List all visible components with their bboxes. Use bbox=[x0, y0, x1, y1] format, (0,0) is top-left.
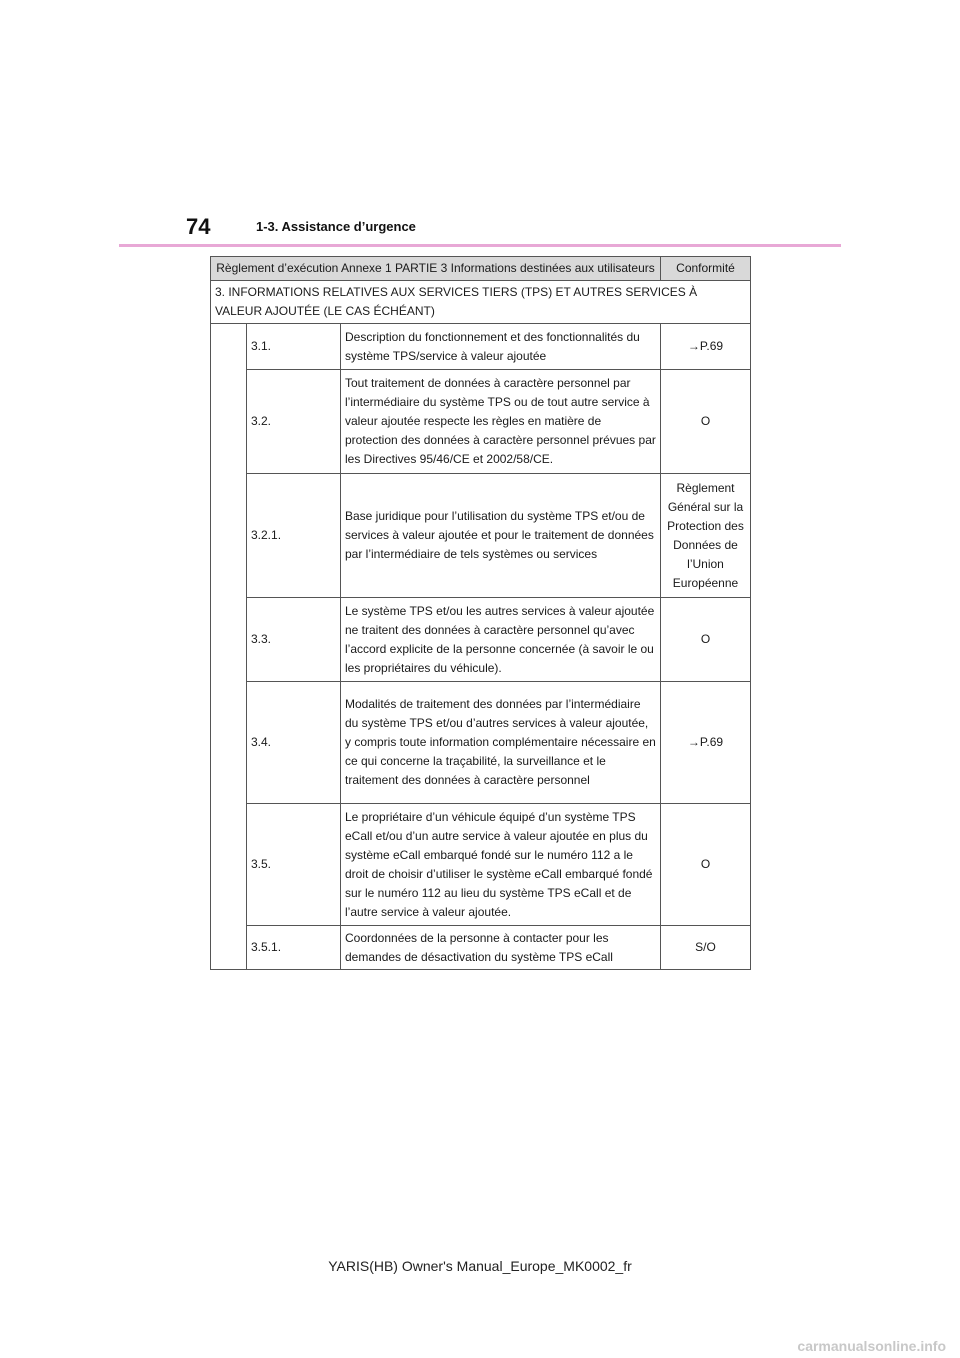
row-description: Le système TPS et/ou les autres services à valeur ajoutée ne traitent des données à caractère personnel qu’avec l’accord explicite de la personne concernée (à savoir le ou les propriétaires du véhicule). bbox=[341, 598, 661, 682]
section-title: 1-3. Assistance d’urgence bbox=[256, 219, 416, 234]
row-number: 3.4. bbox=[247, 682, 341, 804]
row-conformity: O bbox=[661, 804, 751, 926]
table-row bbox=[211, 598, 751, 682]
row-description: Description du fonctionnement et des fonctionnalités du système TPS/service à valeur ajoutée bbox=[341, 324, 661, 370]
row-description: Le propriétaire d’un véhicule équipé d’un système TPS eCall et/ou d’un autre service à valeur ajoutée en plus du système eCall embarqué fondé sur le numéro 112 a le droit de choisir d’utiliser le système eCall embarqué fondé sur le numéro 112 au lieu du système TPS eCall et de l’autre service à valeur ajoutée. bbox=[341, 804, 661, 926]
row-conformity: S/O bbox=[661, 926, 751, 970]
table-header-row bbox=[211, 257, 751, 281]
page-number: 74 bbox=[186, 214, 211, 239]
row-conformity: O bbox=[661, 598, 751, 682]
table-row bbox=[211, 474, 751, 598]
manual-footer: YARIS(HB) Owner's Manual_Europe_MK0002_fr bbox=[328, 1258, 632, 1274]
section-row bbox=[211, 281, 751, 324]
section-title-cell: 3. INFORMATIONS RELATIVES AUX SERVICES TIERS (TPS) ET AUTRES SERVICES À VALEUR AJOUTÉE (LE CAS ÉCHÉANT) bbox=[211, 281, 751, 324]
row-description: Tout traitement de données à caractère personnel par l’intermédiaire du système TPS ou de tout autre service à valeur ajoutée respecte les règles en matière de protection des données à caractère personnel prévues par les Directives 95/46/CE et 2002/58/CE. bbox=[341, 370, 661, 474]
row-number: 3.5.1. bbox=[247, 926, 341, 970]
row-conformity: →P.69 bbox=[661, 324, 751, 370]
header-rule bbox=[119, 244, 841, 247]
row-conformity: Règlement Général sur la Protection des Données de l’Union Européenne bbox=[661, 474, 751, 598]
conformity-header: Conformité bbox=[661, 257, 751, 281]
indent-cell bbox=[211, 324, 247, 970]
table-row bbox=[211, 926, 751, 970]
row-number: 3.2. bbox=[247, 370, 341, 474]
regulation-table bbox=[210, 256, 751, 970]
table-row bbox=[211, 370, 751, 474]
row-number: 3.3. bbox=[247, 598, 341, 682]
row-conformity: →P.69 bbox=[661, 682, 751, 804]
table-row bbox=[211, 324, 751, 370]
row-number: 3.2.1. bbox=[247, 474, 341, 598]
row-description: Base juridique pour l’utilisation du système TPS et/ou de services à valeur ajoutée et pour le traitement de données par l’intermédiaire de tels systèmes ou services bbox=[341, 474, 661, 598]
table-row bbox=[211, 804, 751, 926]
regulation-header: Règlement d’exécution Annexe 1 PARTIE 3 Informations destinées aux utilisateurs bbox=[211, 257, 661, 281]
row-description: Modalités de traitement des données par l’intermédiaire du système TPS et/ou d’autres services à valeur ajoutée, y compris toute information complémentaire nécessaire en ce qui concerne la traçabilité, la surveillance et le traitement des données à caractère personnel bbox=[341, 682, 661, 804]
table-row bbox=[211, 682, 751, 804]
row-conformity: O bbox=[661, 370, 751, 474]
row-number: 3.1. bbox=[247, 324, 341, 370]
watermark: carmanualsonline.info bbox=[797, 1338, 946, 1354]
row-description: Coordonnées de la personne à contacter pour les demandes de désactivation du système TPS eCall bbox=[341, 926, 661, 970]
row-number: 3.5. bbox=[247, 804, 341, 926]
